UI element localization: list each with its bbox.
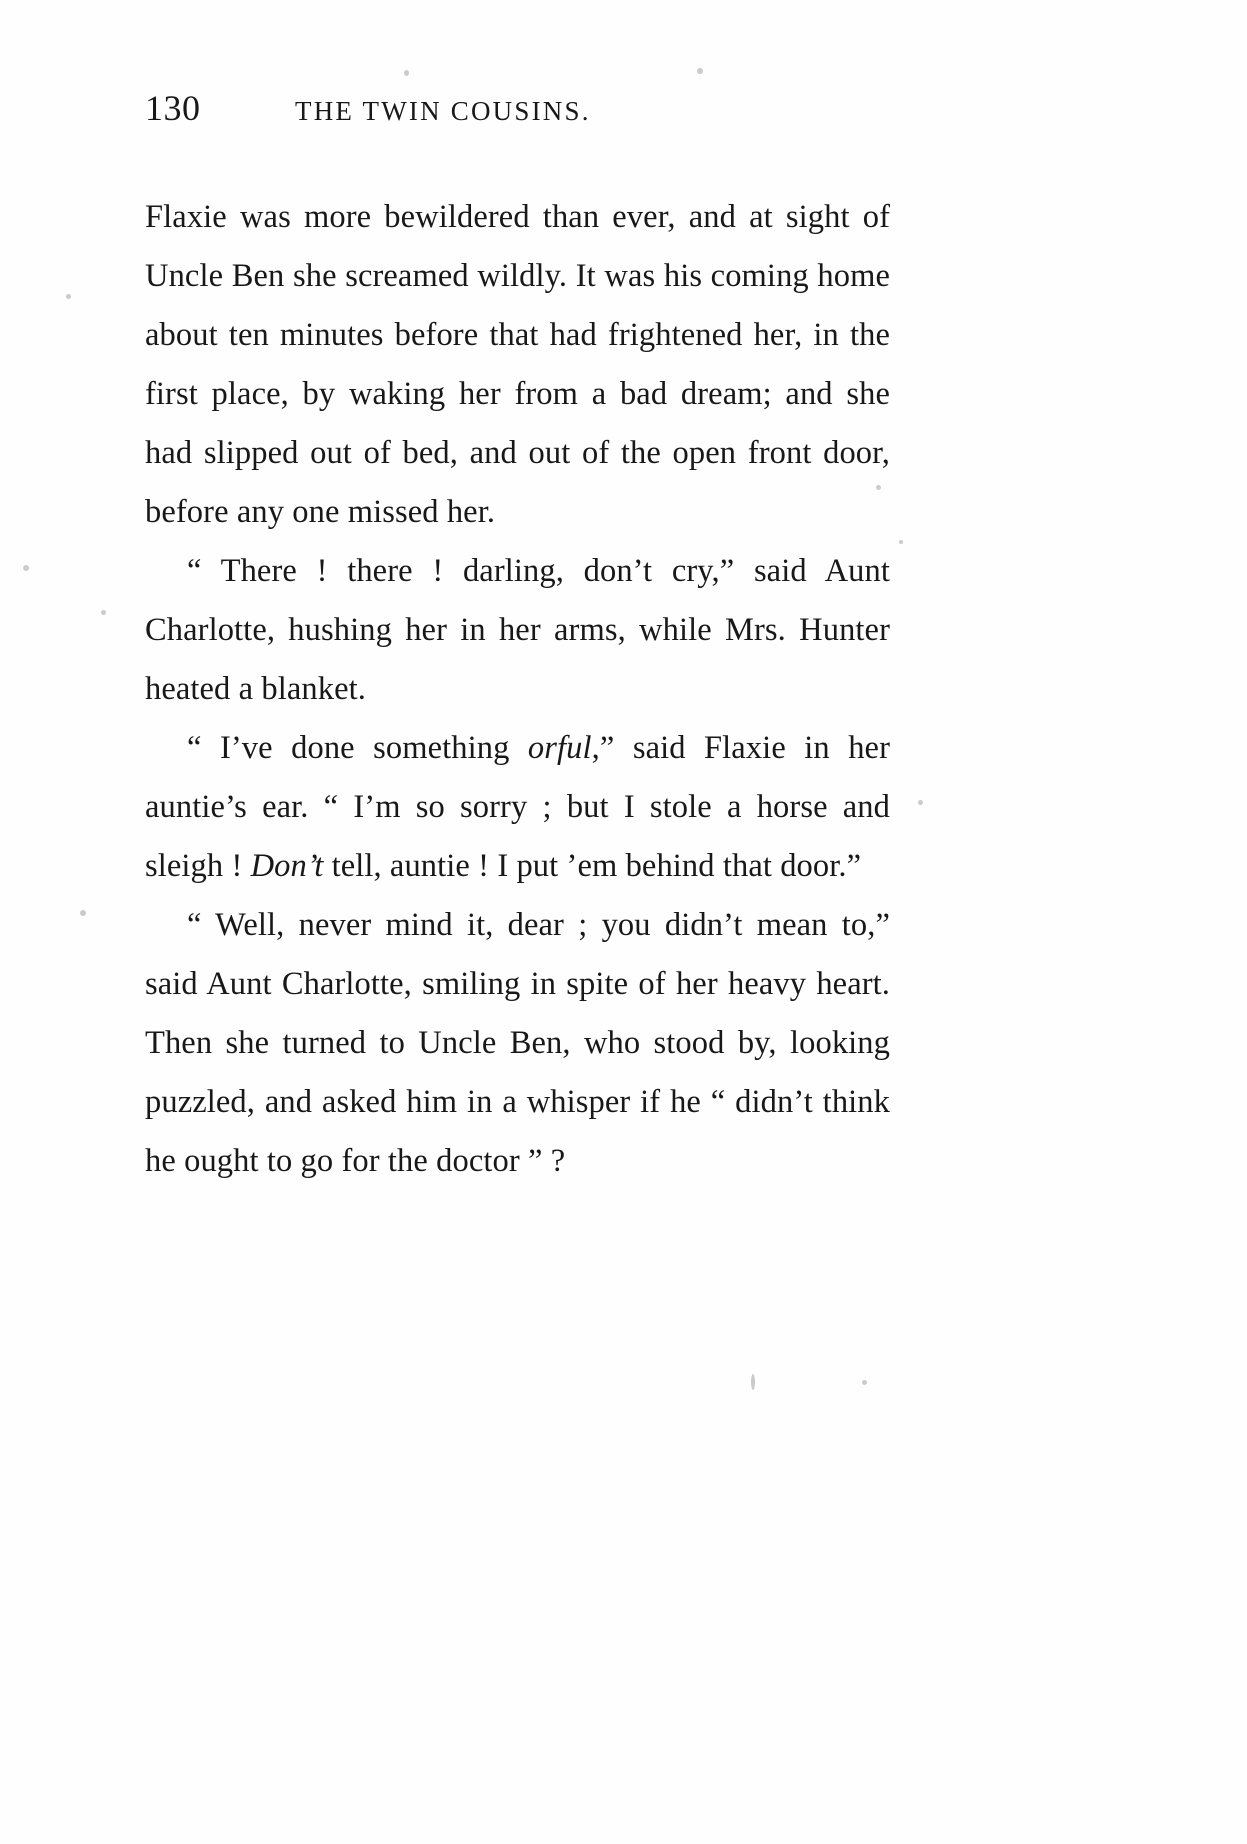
- text-run: “ I’ve done something: [187, 730, 528, 766]
- running-head: THE TWIN COUSINS.: [295, 96, 591, 126]
- paragraph: Flaxie was more bewildered than ever, and at sight of Uncle Ben she screamed wildly. It was his coming home about ten minutes before that had frightened her, in the first place, by waking her from a bad dream; and she had slipped out of bed, and out of the open front door, before any one missed her.: [145, 199, 890, 530]
- page-body: [145, 188, 890, 1191]
- print-speck: [899, 540, 903, 544]
- paragraph: “ Well, never mind it, dear ; you didn’t mean to,” said Aunt Charlotte, smiling in spite of her heavy heart. Then she turned to Uncle Ben, who stood by, looking puzzled, and asked him in a whisper if he “ didn’t think he ought to go for the doctor ” ?: [145, 907, 890, 1179]
- page-header: [145, 90, 890, 150]
- print-speck: [918, 800, 923, 805]
- italic-run: orful: [527, 730, 592, 766]
- text-run: tell, auntie ! I put ’em behind that door.”: [323, 848, 862, 884]
- print-speck: [697, 68, 703, 74]
- paragraph-with-italics: [145, 719, 890, 896]
- print-speck: [404, 70, 409, 76]
- print-speck: [751, 1374, 755, 1390]
- paragraph: “ There ! there ! darling, don’t cry,” said Aunt Charlotte, hushing her in her arms, while Mrs. Hunter heated a blanket.: [145, 553, 890, 707]
- page-number: 130: [145, 88, 201, 128]
- text-run: ,” said Flaxie in her auntie’s ear. “ I’m so sorry ; but I stole a horse and sleigh !: [145, 730, 890, 884]
- print-speck: [101, 610, 106, 615]
- print-speck: [80, 910, 86, 916]
- print-speck: [862, 1380, 867, 1385]
- italic-run: Don’t: [250, 848, 324, 884]
- print-speck: [23, 565, 29, 571]
- print-speck: [66, 294, 71, 299]
